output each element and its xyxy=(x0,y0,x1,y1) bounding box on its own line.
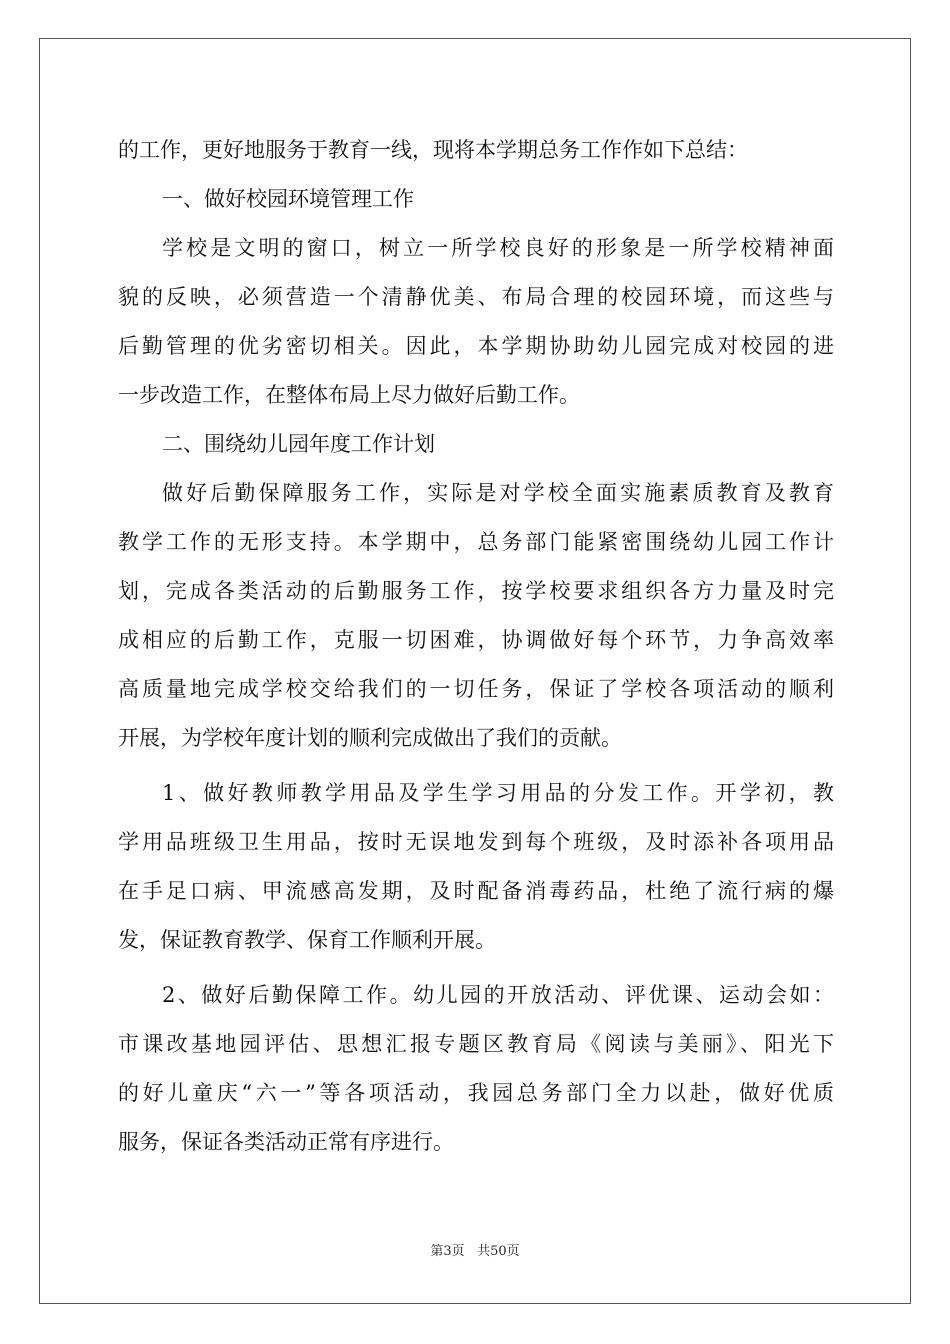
text-line: 成相应的后勤工作，克服一切困难，协调做好每个环节，力争高效率 xyxy=(118,628,834,652)
text-line: 服务，保证各类活动正常有序进行。 xyxy=(118,1130,454,1154)
text-line: 做好后勤保障服务工作，实际是对学校全面实施素质教育及教育 xyxy=(162,481,834,505)
text-line: 高质量地完成学校交给我们的一切任务，保证了学校各项活动的顺利 xyxy=(118,677,834,701)
text-line: 在手足口病、甲流感高发期，及时配备消毒药品，杜绝了流行病的爆 xyxy=(118,879,834,903)
page-total: 共50页 xyxy=(477,1244,520,1259)
text-line: 学校是文明的窗口，树立一所学校良好的形象是一所学校精神面 xyxy=(162,236,834,260)
text-line: 学用品班级卫生用品，按时无误地发到每个班级，及时添补各项用品 xyxy=(118,830,834,854)
text-line: 的工作，更好地服务于教育一线，现将本学期总务工作作如下总结： xyxy=(118,138,748,162)
text-line: 貌的反映，必须营造一个清静优美、布局合理的校园环境，而这些与 xyxy=(118,285,834,309)
text-line: 市课改基地园评估、思想汇报专题区教育局《阅读与美丽》、阳光下 xyxy=(118,1032,834,1056)
text-line: 一步改造工作，在整体布局上尽力做好后勤工作。 xyxy=(118,383,580,407)
text-line: 划，完成各类活动的后勤服务工作，按学校要求组织各方力量及时完 xyxy=(118,579,834,603)
section-heading-annual-plan: 二、围绕幼儿园年度工作计划 xyxy=(162,432,435,456)
text-line: 开展，为学校年度计划的顺利完成做出了我们的贡献。 xyxy=(118,726,622,750)
page-footer xyxy=(0,1240,950,1259)
document-body xyxy=(118,126,834,1167)
text-line: 发，保证教育教学、保育工作顺利开展。 xyxy=(118,928,496,952)
page-number: 第3页 xyxy=(430,1244,465,1259)
text-line: 1、做好教师教学用品及学生学习用品的分发工作。开学初，教 xyxy=(162,781,834,805)
text-line: 教学工作的无形支持。本学期中，总务部门能紧密围绕幼儿园工作计 xyxy=(118,530,834,554)
text-line: 2、做好后勤保障工作。幼儿园的开放活动、评优课、运动会如： xyxy=(162,983,834,1007)
section-heading-environment: 一、做好校园环境管理工作 xyxy=(162,187,414,211)
text-line: 后勤管理的优劣密切相关。因此，本学期协助幼儿园完成对校园的进 xyxy=(118,334,834,358)
text-line: 的好儿童庆“六一”等各项活动，我园总务部门全力以赴，做好优质 xyxy=(118,1081,834,1105)
